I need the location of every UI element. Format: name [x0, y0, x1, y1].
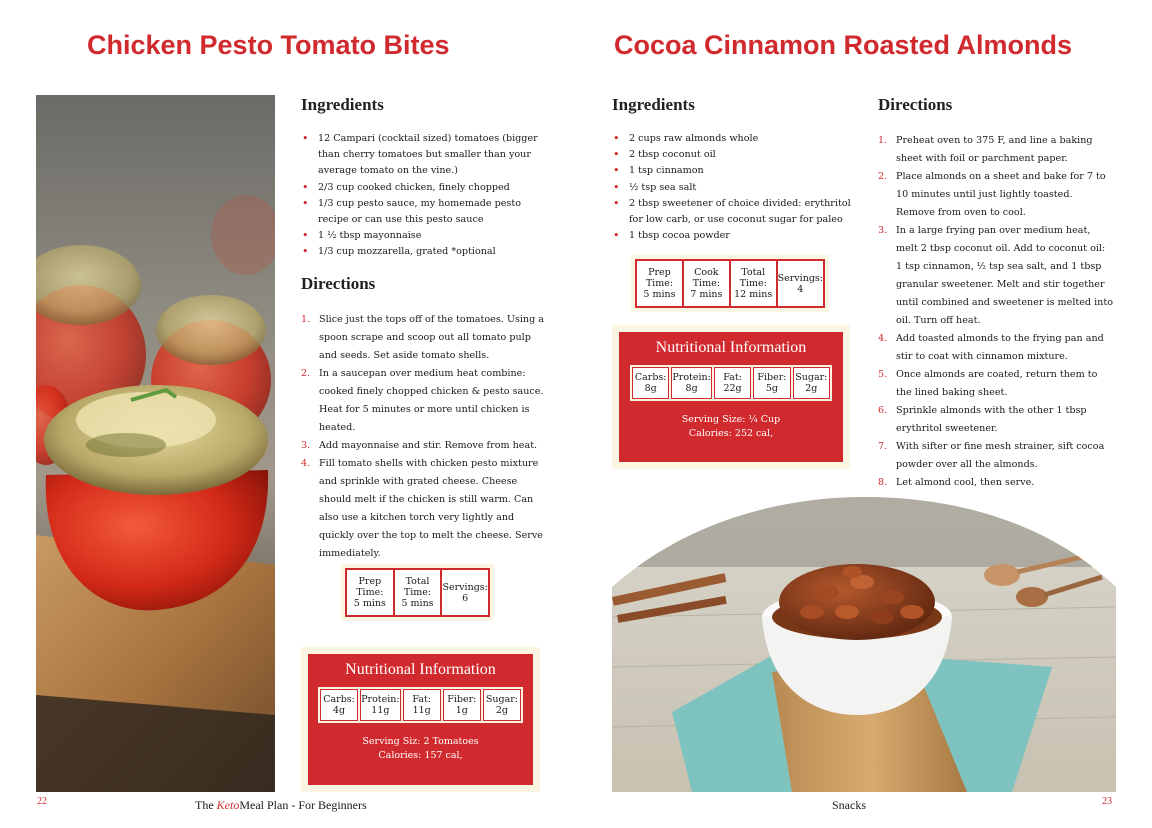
right-footer-section: Snacks [832, 798, 866, 812]
step-number: 4. [878, 333, 888, 344]
time-cell: Total Time: 5 mins [395, 570, 443, 615]
list-item [301, 437, 546, 455]
time-cell: Servings: 6 [442, 581, 488, 604]
nutrition-cell: Carbs: 8g [632, 367, 669, 399]
roasted-almonds-photo [612, 497, 1116, 792]
step-number: 3. [878, 225, 888, 236]
time-cell: Servings: 4 [777, 272, 823, 295]
nutrition-cell: Sugar: 2g [483, 689, 521, 721]
list-item [878, 402, 1114, 438]
step-number: 2. [878, 171, 888, 182]
calories: Calories: 157 cal, [378, 750, 463, 761]
nutrition-cell: Carbs: 4g [320, 689, 358, 721]
list-item: • 1/3 cup pesto sauce, my homemade pesto recipe or can use this pesto sauce [301, 196, 546, 228]
step-number: 5. [878, 369, 888, 380]
left-directions-list [301, 311, 546, 563]
step-text: Let almond cool, then serve. [896, 477, 1035, 488]
right-nutrition-box [612, 325, 850, 469]
left-footer: The KetoMeal Plan - For Beginners [195, 798, 367, 812]
right-time-box [631, 255, 829, 312]
right-ingredients-heading: Ingredients [612, 95, 695, 114]
time-cell: Prep Time: 5 mins [637, 261, 684, 306]
list-item: • 1 ½ tbsp mayonnaise [301, 228, 546, 244]
step-text: Slice just the tops off of the tomatoes. Using a spoon scrape and scoop out all tomato pulp and seeds. Set aside tomato shells. [319, 314, 545, 361]
list-item: • 2 tbsp coconut oil [612, 147, 852, 163]
list-item [301, 365, 546, 437]
step-number: 7. [878, 441, 888, 452]
calories: Calories: 252 cal, [688, 428, 774, 439]
list-item: • 2 tbsp sweetener of choice divided: erythritol for low carb, or use coconut sugar for paleo [612, 196, 852, 228]
nutrition-cell: Protein: 8g [671, 367, 711, 399]
left-page-number: 22 [37, 796, 47, 807]
step-text: Once almonds are coated, return them to the lined baking sheet. [896, 369, 1098, 398]
left-directions-heading: Directions [301, 274, 376, 293]
list-item [301, 455, 546, 563]
right-directions-heading: Directions [878, 95, 953, 114]
nutrition-cell: Sugar: 2g [793, 367, 830, 399]
step-number: 8. [878, 477, 888, 488]
left-nutrition-box [301, 647, 540, 792]
serving-size: Serving Siz: 2 Tomatoes [362, 736, 479, 747]
step-number: 4. [301, 458, 311, 469]
list-item [878, 330, 1114, 366]
list-item: • 12 Campari (cocktail sized) tomatoes (bigger than cherry tomatoes but smaller than your average tomato on the vine.) [301, 131, 546, 180]
left-ingredients-heading: Ingredients [301, 95, 384, 114]
step-number: 3. [301, 440, 311, 451]
step-text: In a large frying pan over medium heat, melt 2 tbsp coconut oil. Add to coconut oil: 1 tsp cinnamon, ½ tsp sea salt, and 1 tbsp granular sweetener. Melt and stir together until combined and sweetener is melted into oil. Turn off heat. [896, 225, 1113, 326]
right-recipe-title: Cocoa Cinnamon Roasted Almonds [614, 30, 1073, 60]
right-page-number: 23 [1102, 796, 1112, 807]
time-cell: Cook Time: 7 mins [684, 261, 731, 306]
left-time-box [341, 564, 494, 621]
nutrition-cell: Fiber: 5g [753, 367, 790, 399]
nutrition-title: Nutritional Information [655, 339, 807, 356]
nutrition-footer [308, 735, 533, 763]
step-text: In a saucepan over medium heat combine: cooked finely chopped chicken & pesto sauce. Heat for 5 minutes or more until chicken is heated. [319, 368, 544, 433]
left-recipe-title: Chicken Pesto Tomato Bites [87, 30, 450, 60]
right-ingredients-list [612, 131, 852, 244]
serving-size: Serving Size: ¼ Cup [681, 414, 781, 425]
nutrition-cell: Fat: 22g [714, 367, 751, 399]
keto-logo-word: Keto [216, 798, 240, 812]
nutrition-title: Nutritional Information [345, 661, 496, 678]
stuffed-tomato-photo [36, 95, 275, 792]
list-item [878, 438, 1114, 474]
list-item [878, 222, 1114, 330]
step-text: Add toasted almonds to the frying pan and stir to coat with cinnamon mixture. [896, 333, 1104, 362]
nutrition-cell: Fiber: 1g [443, 689, 481, 721]
nutrition-cell: Protein: 11g [360, 689, 400, 721]
right-directions-list [878, 132, 1114, 492]
nutrition-footer [619, 413, 843, 441]
list-item: • 1/3 cup mozzarella, grated *optional [301, 244, 546, 260]
step-text: Sprinkle almonds with the other 1 tbsp erythritol sweetener. [896, 405, 1087, 434]
step-text: Place almonds on a sheet and bake for 7 to 10 minutes until just lightly toasted. Remove from oven to cool. [896, 171, 1106, 218]
step-text: Preheat oven to 375 F, and line a baking sheet with foil or parchment paper. [896, 135, 1093, 164]
nutrition-cells [318, 687, 523, 723]
time-cell: Total Time: 12 mins [731, 261, 778, 306]
list-item [878, 168, 1114, 222]
list-item: • 2/3 cup cooked chicken, finely chopped [301, 180, 546, 196]
list-item [878, 132, 1114, 168]
list-item: • ½ tsp sea salt [612, 180, 852, 196]
list-item: • 1 tsp cinnamon [612, 163, 852, 179]
nutrition-cells [630, 365, 832, 401]
list-item [878, 474, 1114, 492]
step-number: 1. [878, 135, 888, 146]
step-text: Add mayonnaise and stir. Remove from heat. [319, 440, 538, 451]
step-text: Fill tomato shells with chicken pesto mixture and sprinkle with grated cheese. Cheese should melt if the chicken is still warm. Can also use a kitchen torch very lightly and quickly over the top to melt the cheese. Serve immediately. [319, 458, 543, 559]
step-text: With sifter or fine mesh strainer, sift cocoa powder over all the almonds. [896, 441, 1105, 470]
time-cell: Prep Time: 5 mins [347, 570, 395, 615]
list-item [878, 366, 1114, 402]
left-ingredients-list [301, 131, 546, 261]
list-item: • 1 tbsp cocoa powder [612, 228, 852, 244]
step-number: 1. [301, 314, 311, 325]
list-item: • 2 cups raw almonds whole [612, 131, 852, 147]
list-item [301, 311, 546, 365]
nutrition-cell: Fat: 11g [403, 689, 441, 721]
step-number: 6. [878, 405, 888, 416]
step-number: 2. [301, 368, 311, 379]
